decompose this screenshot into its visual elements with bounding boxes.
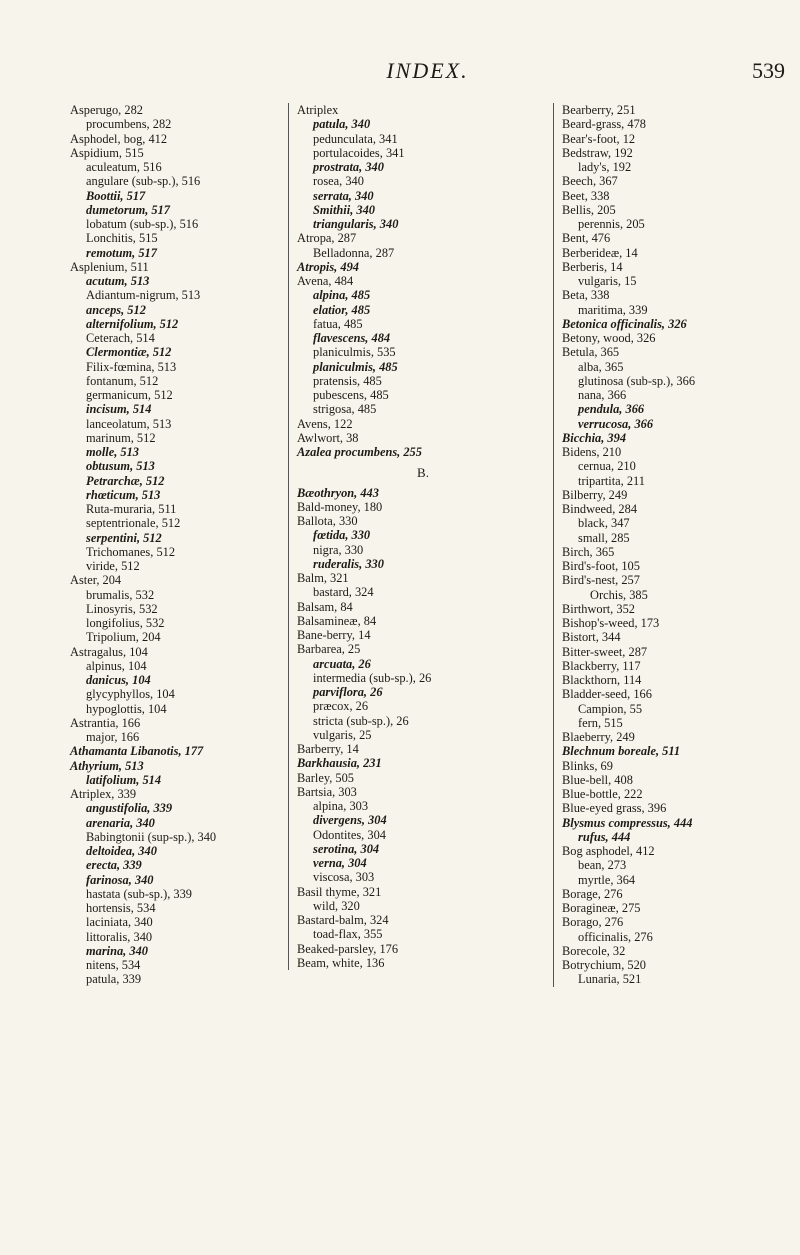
index-entry: remotum, 517 bbox=[86, 245, 157, 260]
index-entry: Borecole, 32 bbox=[562, 943, 626, 958]
index-entry: laciniata, 340 bbox=[86, 915, 153, 930]
index-entry: Barley, 505 bbox=[297, 770, 355, 785]
index-entry: Athamanta Libanotis, 177 bbox=[70, 744, 204, 759]
index-entry: Filix-fœmina, 513 bbox=[86, 359, 177, 374]
index-entry: verrucosa, 366 bbox=[578, 416, 654, 431]
index-entry: Bog asphodel, 412 bbox=[562, 844, 655, 858]
index-entry: Atropa, 287 bbox=[297, 231, 357, 246]
index-entry: rosea, 340 bbox=[313, 174, 364, 189]
index-entry: cernua, 210 bbox=[578, 459, 636, 474]
index-entry: Adiantum-nigrum, 513 bbox=[86, 288, 201, 303]
index-entry: Ruta-muraria, 511 bbox=[86, 502, 177, 516]
index-entry: divergens, 304 bbox=[313, 813, 387, 828]
index-entry: pedunculata, 341 bbox=[313, 131, 398, 146]
index-entry: stricta (sub-sp.), 26 bbox=[313, 713, 409, 728]
index-entry: Athyrium, 513 bbox=[70, 758, 144, 773]
index-entry: intermedia (sub-sp.), 26 bbox=[313, 670, 432, 685]
index-entry: Barkhausia, 231 bbox=[297, 756, 382, 771]
index-entry: Orchis, 385 bbox=[590, 587, 648, 602]
index-entry: elatior, 485 bbox=[313, 302, 371, 317]
index-entry: Blaeberry, 249 bbox=[562, 730, 635, 744]
index-entry: Odontites, 304 bbox=[313, 827, 386, 842]
index-entry: Astragalus, 104 bbox=[70, 644, 148, 659]
index-entry: Balsam, 84 bbox=[297, 599, 353, 614]
index-entry: strigosa, 485 bbox=[313, 402, 377, 417]
index-entry: Lunaria, 521 bbox=[578, 972, 642, 987]
index-entry: Bicchia, 394 bbox=[562, 430, 627, 445]
index-entry: Clermontiæ, 512 bbox=[86, 345, 172, 360]
index-entry: nitens, 534 bbox=[86, 958, 141, 972]
index-entry: angulare (sub-sp.), 516 bbox=[86, 174, 201, 189]
index-entry: incisum, 514 bbox=[86, 402, 152, 417]
index-entry: rufus, 444 bbox=[578, 829, 631, 844]
index-entry: viscosa, 303 bbox=[313, 870, 375, 885]
index-entry: fatua, 485 bbox=[313, 316, 363, 331]
index-entry: Lonchitis, 515 bbox=[86, 231, 158, 246]
index-entry: maritima, 339 bbox=[578, 302, 648, 317]
index-column-2 bbox=[288, 103, 549, 970]
index-entry: molle, 513 bbox=[86, 445, 139, 459]
index-entry: procumbens, 282 bbox=[86, 117, 172, 132]
index-entry: Blysmus compressus, 444 bbox=[562, 815, 693, 830]
index-entry: marinum, 512 bbox=[86, 430, 156, 445]
index-entry: Bladder-seed, 166 bbox=[562, 687, 652, 702]
index-entry: Botrychium, 520 bbox=[562, 958, 646, 972]
index-entry: pratensis, 485 bbox=[313, 373, 382, 388]
index-entry: lanceolatum, 513 bbox=[86, 416, 172, 431]
index-entry: Blackthorn, 114 bbox=[562, 673, 642, 687]
index-entry: Boottii, 517 bbox=[86, 188, 146, 203]
index-entry: Barbarea, 25 bbox=[297, 642, 361, 657]
index-entry: Bald-money, 180 bbox=[297, 499, 383, 514]
index-entry: marina, 340 bbox=[86, 943, 148, 958]
index-entry: alpinus, 104 bbox=[86, 658, 147, 673]
index-entry: alpina, 303 bbox=[313, 799, 369, 813]
index-entry: tripartita, 211 bbox=[578, 473, 645, 488]
index-entry: Bistort, 344 bbox=[562, 630, 621, 645]
index-entry: Bartsia, 303 bbox=[297, 784, 357, 799]
index-entry: Atropis, 494 bbox=[297, 259, 359, 274]
index-entry: aculeatum, 516 bbox=[86, 160, 162, 174]
index-entry: triangularis, 340 bbox=[313, 217, 399, 231]
index-entry: pubescens, 485 bbox=[313, 388, 389, 402]
page-header bbox=[70, 58, 785, 88]
index-entry: vulgaris, 25 bbox=[313, 727, 372, 742]
page-number: 539 bbox=[752, 58, 785, 83]
index-entry: viride, 512 bbox=[86, 559, 140, 573]
index-entry: Asphodel, bog, 412 bbox=[70, 131, 168, 146]
index-entry: erecta, 339 bbox=[86, 858, 142, 873]
index-entry: officinalis, 276 bbox=[578, 929, 653, 944]
index-entry: toad-flax, 355 bbox=[313, 927, 383, 942]
index-entry: obtusum, 513 bbox=[86, 459, 155, 474]
index-entry: Betula, 365 bbox=[562, 345, 620, 360]
index-entry: præcox, 26 bbox=[313, 699, 369, 714]
index-entry: Bent, 476 bbox=[562, 231, 611, 246]
running-title: INDEX. bbox=[386, 58, 469, 83]
index-entry: Trichomanes, 512 bbox=[86, 544, 176, 559]
index-entry: Bedstraw, 192 bbox=[562, 145, 633, 160]
index-entry: Borago, 276 bbox=[562, 915, 624, 930]
index-entry: Bane-berry, 14 bbox=[297, 628, 371, 642]
index-entry: Bæothryon, 443 bbox=[297, 485, 379, 500]
index-entry: Petrarchæ, 512 bbox=[86, 473, 165, 488]
index-entry: angustifolia, 339 bbox=[86, 801, 173, 816]
index-entry: Smithii, 340 bbox=[313, 202, 375, 217]
index-entry: patula, 339 bbox=[86, 972, 142, 987]
index-entry: Birthwort, 352 bbox=[562, 601, 635, 616]
index-entry: Beet, 338 bbox=[562, 188, 610, 203]
index-entry: Birch, 365 bbox=[562, 544, 615, 559]
index-column-1 bbox=[70, 103, 280, 987]
index-entry: Betony, wood, 326 bbox=[562, 331, 656, 345]
index-entry: serpentini, 512 bbox=[86, 530, 162, 545]
index-entry: serrata, 340 bbox=[313, 188, 374, 203]
index-entry: bastard, 324 bbox=[313, 585, 374, 600]
index-entry: deltoidea, 340 bbox=[86, 844, 157, 858]
index-entry: Bidens, 210 bbox=[562, 445, 622, 459]
index-entry: myrtle, 364 bbox=[578, 872, 636, 887]
index-entry: ruderalis, 330 bbox=[313, 556, 384, 571]
index-entry: Bellis, 205 bbox=[562, 202, 616, 217]
index-entry: perennis, 205 bbox=[578, 217, 645, 231]
index-entry: Beard-grass, 478 bbox=[562, 117, 646, 132]
index-entry: glutinosa (sub-sp.), 366 bbox=[578, 373, 696, 388]
index-entry: pendula, 366 bbox=[578, 402, 645, 417]
index-entry: hastata (sub-sp.), 339 bbox=[86, 886, 192, 901]
index-column-3 bbox=[553, 103, 794, 987]
index-entry: Beech, 367 bbox=[562, 174, 618, 189]
index-entry: longifolius, 532 bbox=[86, 616, 165, 630]
index-entry: Atriplex bbox=[297, 103, 339, 117]
index-entry: Belladonna, 287 bbox=[313, 245, 395, 260]
index-entry: Asplenium, 511 bbox=[70, 259, 149, 274]
index-entry: vulgaris, 15 bbox=[578, 274, 637, 288]
index-entry: black, 347 bbox=[578, 516, 630, 531]
index-entry: patula, 340 bbox=[313, 117, 371, 132]
index-entry: major, 166 bbox=[86, 730, 140, 744]
index-entry: anceps, 512 bbox=[86, 302, 146, 317]
index-entry: Beaked-parsley, 176 bbox=[297, 941, 399, 956]
index-entry: planiculmis, 535 bbox=[313, 345, 396, 360]
index-entry: Aster, 204 bbox=[70, 573, 122, 588]
index-entry: Blechnum boreale, 511 bbox=[562, 744, 681, 759]
index-entry: Bird's-foot, 105 bbox=[562, 559, 640, 573]
index-entry: prostrata, 340 bbox=[313, 160, 384, 174]
index-entry: septentrionale, 512 bbox=[86, 516, 181, 531]
index-entry: Betonica officinalis, 326 bbox=[562, 316, 687, 331]
index-entry: Tripolium, 204 bbox=[86, 630, 161, 645]
index-entry: Blackberry, 117 bbox=[562, 658, 641, 673]
index-entry: Bearberry, 251 bbox=[562, 103, 636, 117]
index-entry: serotina, 304 bbox=[313, 841, 380, 856]
index-entry: wild, 320 bbox=[313, 898, 360, 913]
index-entry: Beam, white, 136 bbox=[297, 955, 385, 970]
index-entry: Berberideæ, 14 bbox=[562, 245, 638, 260]
index-entry: Blinks, 69 bbox=[562, 758, 613, 773]
index-entry: verna, 304 bbox=[313, 856, 367, 870]
index-entry: parviflora, 26 bbox=[313, 685, 383, 699]
index-entry: nana, 366 bbox=[578, 388, 627, 402]
index-entry: Blue-bell, 408 bbox=[562, 772, 633, 787]
index-entry: Aspidium, 515 bbox=[70, 145, 144, 160]
index-entry: Bindweed, 284 bbox=[562, 502, 638, 516]
index-entry: Atriplex, 339 bbox=[70, 787, 137, 801]
index-entry: Bear's-foot, 12 bbox=[562, 131, 636, 146]
index-entry: dumetorum, 517 bbox=[86, 202, 170, 217]
index-entry: Campion, 55 bbox=[578, 701, 643, 716]
index-entry: lobatum (sub-sp.), 516 bbox=[86, 217, 199, 231]
index-entry: danicus, 104 bbox=[86, 673, 151, 687]
index-entry: latifolium, 514 bbox=[86, 772, 162, 787]
index-entry: Bird's-nest, 257 bbox=[562, 573, 640, 588]
index-entry: fern, 515 bbox=[578, 715, 623, 730]
index-entry: arenaria, 340 bbox=[86, 815, 155, 830]
index-entry: Balsamineæ, 84 bbox=[297, 613, 377, 628]
index-entry: alba, 365 bbox=[578, 359, 624, 374]
index-entry: nigra, 330 bbox=[313, 542, 364, 557]
index-entry: Bastard-balm, 324 bbox=[297, 913, 389, 927]
index-entry: Ballota, 330 bbox=[297, 514, 358, 528]
index-entry: Barberry, 14 bbox=[297, 742, 359, 756]
index-entry: farinosa, 340 bbox=[86, 872, 154, 887]
index-entry: Blue-eyed grass, 396 bbox=[562, 801, 667, 816]
index-entry: alternifolium, 512 bbox=[86, 316, 179, 331]
index-entry: Berberis, 14 bbox=[562, 259, 623, 274]
index-entry: Avena, 484 bbox=[297, 274, 354, 288]
index-entry: fœtida, 330 bbox=[313, 528, 371, 543]
index-entry: Astrantia, 166 bbox=[70, 715, 141, 730]
index-entry: Ceterach, 514 bbox=[86, 331, 155, 345]
index-entry: Bishop's-weed, 173 bbox=[562, 616, 660, 630]
index-entry: glycyphyllos, 104 bbox=[86, 687, 175, 702]
index-entry: portulacoides, 341 bbox=[313, 145, 405, 160]
index-entry: bean, 273 bbox=[578, 858, 627, 873]
index-entry: fontanum, 512 bbox=[86, 373, 159, 388]
index-entry: Azalea procumbens, 255 bbox=[297, 445, 422, 459]
index-entry: rhœticum, 513 bbox=[86, 487, 161, 502]
index-entry: Boragineæ, 275 bbox=[562, 901, 641, 915]
index-entry: alpina, 485 bbox=[313, 288, 371, 303]
index-entry: Bitter-sweet, 287 bbox=[562, 644, 648, 659]
index-entry: Balm, 321 bbox=[297, 571, 349, 585]
index-entry: acutum, 513 bbox=[86, 274, 150, 288]
index-entry: flavescens, 484 bbox=[313, 331, 391, 345]
index-entry: Babingtonii (sup-sp.), 340 bbox=[86, 829, 217, 844]
index-entry: planiculmis, 485 bbox=[313, 359, 398, 374]
index-entry: Basil thyme, 321 bbox=[297, 884, 382, 899]
index-entry: Beta, 338 bbox=[562, 288, 610, 303]
index-entry: arcuata, 26 bbox=[313, 656, 371, 671]
index-entry: Borage, 276 bbox=[562, 886, 623, 901]
index-entry: lady's, 192 bbox=[578, 160, 632, 174]
index-entry: germanicum, 512 bbox=[86, 388, 173, 402]
index-entry: Blue-bottle, 222 bbox=[562, 787, 643, 801]
index-entry: hypoglottis, 104 bbox=[86, 701, 167, 716]
index-entry: Avens, 122 bbox=[297, 416, 353, 431]
index-entry: Asperugo, 282 bbox=[70, 103, 143, 117]
index-entry: hortensis, 534 bbox=[86, 901, 156, 915]
section-letter: B. bbox=[417, 465, 429, 481]
index-entry: Linosyris, 532 bbox=[86, 601, 158, 616]
index-entry: small, 285 bbox=[578, 530, 630, 545]
index-entry: brumalis, 532 bbox=[86, 587, 155, 602]
index-entry: littoralis, 340 bbox=[86, 929, 153, 944]
index-entry: Bilberry, 249 bbox=[562, 487, 628, 502]
index-entry: Awlwort, 38 bbox=[297, 430, 359, 445]
